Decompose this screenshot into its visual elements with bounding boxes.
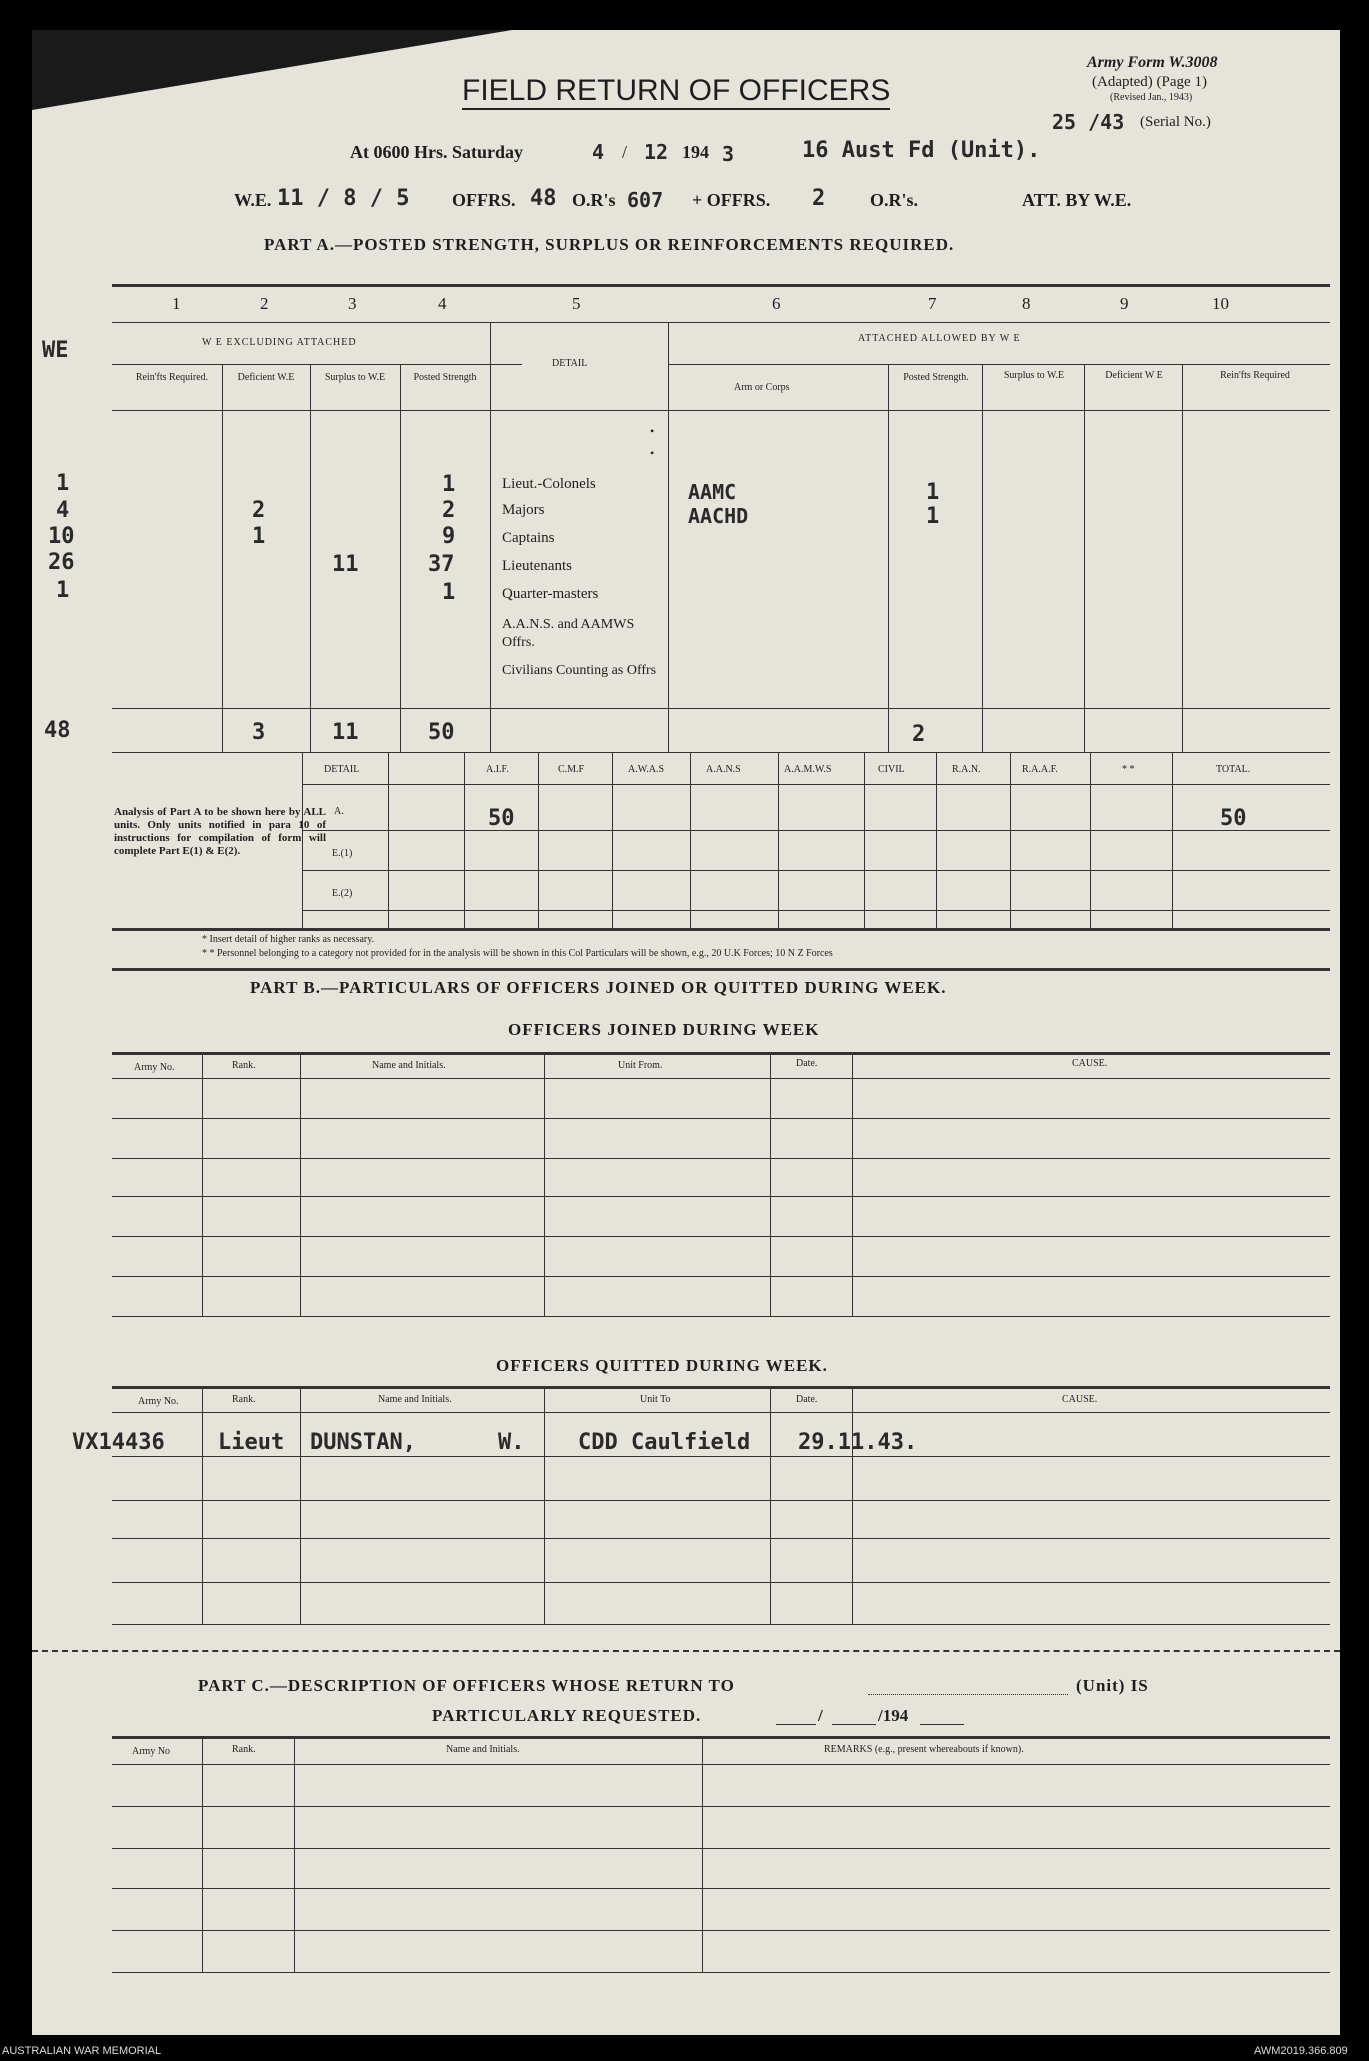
quitted-title: OFFICERS QUITTED DURING WEEK. (496, 1356, 828, 1375)
unit-name: 16 Aust Fd (Unit). (802, 138, 1041, 163)
we-label: W.E. (234, 190, 272, 210)
margin-value-5: 1 (56, 578, 70, 603)
margin-we: WE (42, 338, 69, 363)
form-adapted: (Adapted) (Page 1) (1092, 74, 1207, 90)
we-excl-header: W E EXCLUDING ATTACHED (202, 337, 357, 348)
quitted-army-no: VX14436 (72, 1430, 165, 1455)
margin-value-4: 26 (48, 550, 75, 575)
rank-lieutenants: Lieutenants (502, 558, 572, 574)
form-sheet: Army Form W.3008 (Adapted) (Page 1) (Revised Jan., 1943) 25 /43 (Serial No.) FIELD RETURN OF OFFICERS At 0600 Hrs. Saturday 4 / 12 194 3 16 Aust Fd (Unit). W.E. 11 / 8 / 5 OFFRS. 48 O.R's 607 + OFFRS. 2 O.R's. ATT. BY W.E. PART A.—POSTED STRENGTH, SURPLUS OR REINFORCEMENTS REQUIRED. 1 2 3 4 5 6 7 8 9 10 W E EXCLUDING ATTACHED ATTACHED ALLOWED BY W E Rein'fts Required. Deficient W.E Surplus to W.E Posted Strength DETAIL Arm or Corps Posted Strength. Surplus to W.E Deficient W E Rein'fts Required WE 1 4 10 26 1 48 • • Lieut.-Colonels Majors Captains Lieutenants Quarter-masters A.A.N.S. and AAMWS Offrs. Civilians Counting as Offrs 2 1 11 1 2 9 37 1 AAMC AACHD 1 1 3 11 50 2 Analysis of Part A to be shown here by ALL units. Only units notified in para 10 of instructions for compilation of form will complete Part E(1) & E(2). DETAIL A.I.F. C.M.F A.W.A.S A.A.N.S A.A.M.W.S CIVIL R.A.N. R.A.A.F. * * TOTAL. A. E.(1) E.(2) 50 50 * Insert detail of higher ranks as necessary. * * Personnel belonging to a category not provided for in the analysis will be shown in this Col Particulars will be shown, e.g., 20 U.K Forces; 10 N Z Forces PART B.—PARTICULARS OF OFFICERS JOINED OR QUITTED DURING WEEK. OFFICERS JOINED DURING WEEK Army No. Rank. Name and Initials. Unit From. Date. CAUSE. OFFICERS QUITTED DURING WEEK. Army No. Rank. Name and Initials. Unit To Date. CAUSE. VX14436 Lieut DUNSTAN, W. CDD Caulfield 29.11.43. PART C.—DESCRIPTION OF OFFICERS WHOSE RETURN TO (Unit) IS PARTICULARLY REQUESTED. / /194 Army No Rank. Name and Initials. REMARKS (e.g., present whereabouts if known). (32, 30, 1340, 2035)
quitted-col-unit-to: Unit To (640, 1394, 671, 1405)
analysis-col-raaf: R.A.A.F. (1022, 764, 1058, 775)
deficient-captains: 1 (252, 524, 266, 549)
margin-total: 48 (44, 718, 71, 743)
col-num-6: 6 (772, 294, 781, 313)
col-num-5: 5 (572, 294, 581, 313)
ors-label-2: O.R's. (870, 190, 919, 210)
rank-civilians: Civilians Counting as Offrs (502, 663, 657, 678)
part-b-title: PART B.—PARTICULARS OF OFFICERS JOINED OR QUITTED DURING WEEK. (250, 978, 947, 997)
sub-header-att-deficient: Deficient W E (1105, 370, 1163, 381)
quitted-col-name: Name and Initials. (378, 1394, 452, 1405)
analysis-note: Analysis of Part A to be shown here by ALL units. Only units notified in para 10 of instructions for compilation of form will complete Part E(1) & E(2). (114, 806, 326, 857)
posted-lieutenants: 37 (428, 552, 455, 577)
sub-header-reinfts: Rein'fts Required. (135, 372, 209, 383)
header-month: 12 (644, 140, 669, 164)
serial-value: 25 /43 (1052, 110, 1125, 134)
footnote-1: * Insert detail of higher ranks as necessary. (202, 934, 375, 945)
part-c-col-rank: Rank. (232, 1744, 256, 1755)
part-c-col-name: Name and Initials. (446, 1744, 520, 1755)
joined-col-date: Date. (796, 1058, 818, 1069)
quitted-col-army-no: Army No. (138, 1396, 179, 1407)
analysis-col-civil: CIVIL (878, 764, 905, 775)
sub-header-att-surplus: Surplus to W.E (1003, 370, 1065, 381)
surplus-lieutenants: 11 (332, 552, 359, 577)
quitted-col-cause: CAUSE. (1062, 1394, 1098, 1405)
rank-majors: Majors (502, 502, 545, 518)
col-num-8: 8 (1022, 294, 1031, 313)
col-num-7: 7 (928, 294, 937, 313)
analysis-row-e1: E.(1) (332, 848, 353, 859)
posted-quarter-masters: 1 (442, 580, 456, 605)
form-revised: (Revised Jan., 1943) (1110, 92, 1193, 103)
sub-header-arm-corps: Arm or Corps (734, 382, 790, 393)
at-label: At 0600 Hrs. Saturday (350, 142, 524, 162)
joined-col-unit-from: Unit From. (618, 1060, 663, 1071)
total-posted: 50 (428, 720, 455, 745)
header-day: 4 (592, 140, 605, 164)
analysis-col-ran: R.A.N. (952, 764, 981, 775)
posted-captains: 9 (442, 524, 456, 549)
analysis-col-cmf: C.M.F (558, 764, 585, 775)
total-surplus: 11 (332, 720, 359, 745)
corps-2: AACHD (688, 504, 749, 528)
plus-offrs-label: + OFFRS. (692, 190, 771, 210)
part-c-title-c: PARTICULARLY REQUESTED. (432, 1706, 702, 1725)
quitted-rank: Lieut (218, 1430, 285, 1455)
sub-header-deficient: Deficient W.E (237, 372, 295, 383)
part-c-col-remarks: REMARKS (e.g., present whereabouts if known). (824, 1744, 1024, 1755)
quitted-date: 29.11.43. (798, 1430, 918, 1455)
part-a-title: PART A.—POSTED STRENGTH, SURPLUS OR REINFORCEMENTS REQUIRED. (264, 235, 955, 254)
footnote-2: * * Personnel belonging to a category not provided for in the analysis will be shown in this Col Particulars will be shown, e.g., 20 U.K Forces; 10 N Z Forces (202, 948, 833, 959)
quitted-initials: W. (498, 1430, 525, 1455)
serial-label: (Serial No.) (1140, 114, 1211, 130)
part-c-col-army-no: Army No (132, 1746, 171, 1757)
offrs-value: 48 (530, 186, 557, 211)
att-posted-1: 1 (926, 480, 940, 505)
col-num-10: 10 (1212, 294, 1229, 313)
analysis-col-awas: A.W.A.S (628, 764, 665, 775)
analysis-col-aif: A.I.F. (486, 764, 509, 775)
margin-value-2: 4 (56, 498, 70, 523)
torn-corner (32, 30, 512, 110)
we-values: 11 / 8 / 5 (277, 186, 410, 211)
year-prefix: 194 (682, 142, 709, 162)
rank-quarter-masters: Quarter-masters (502, 586, 599, 602)
analysis-row-a: A. (334, 806, 344, 817)
joined-col-army-no: Army No. (134, 1062, 175, 1073)
deficient-majors: 2 (252, 498, 266, 523)
att-posted-2: 1 (926, 504, 940, 529)
col-num-3: 3 (348, 294, 357, 313)
col-num-2: 2 (260, 294, 269, 313)
offrs-label: OFFRS. (452, 190, 516, 210)
analysis-col-detail: DETAIL (324, 764, 360, 775)
joined-title: OFFICERS JOINED DURING WEEK (508, 1020, 820, 1039)
joined-col-cause: CAUSE. (1072, 1058, 1108, 1069)
header-year: 3 (722, 142, 735, 166)
part-c-title-b: (Unit) IS (1076, 1676, 1149, 1695)
col-num-9: 9 (1120, 294, 1129, 313)
analysis-col-aamws: A.A.M.W.S (784, 764, 832, 775)
margin-value-3: 10 (48, 524, 75, 549)
margin-value-1: 1 (56, 471, 70, 496)
part-c-title-a: PART C.—DESCRIPTION OF OFFICERS WHOSE RETURN TO (198, 1676, 735, 1695)
att-offrs-value: 2 (812, 186, 826, 211)
total-att-posted: 2 (912, 722, 926, 747)
analysis-total-value: 50 (1220, 806, 1247, 831)
att-by-we: ATT. BY W.E. (1022, 190, 1132, 210)
corps-1: AAMC (688, 480, 737, 504)
total-deficient: 3 (252, 720, 266, 745)
sub-header-att-posted: Posted Strength. (903, 372, 969, 383)
col-num-1: 1 (172, 294, 181, 313)
joined-col-name: Name and Initials. (372, 1060, 446, 1071)
quitted-unit: CDD Caulfield (578, 1430, 751, 1455)
analysis-row-e2: E.(2) (332, 888, 353, 899)
ors-label: O.R's (572, 190, 616, 210)
army-form-number: Army Form W.3008 (1087, 54, 1218, 71)
col-num-4: 4 (438, 294, 447, 313)
quitted-col-rank: Rank. (232, 1394, 256, 1405)
att-allowed-header: ATTACHED ALLOWED BY W E (858, 333, 1021, 344)
quitted-name: DUNSTAN, (310, 1430, 416, 1455)
posted-majors: 2 (442, 498, 456, 523)
rank-aans: A.A.N.S. and AAMWS Offrs. (502, 617, 635, 650)
sub-header-posted: Posted Strength (413, 372, 477, 383)
joined-col-rank: Rank. (232, 1060, 256, 1071)
footer-accession: AWM2019.366.809 (1254, 2045, 1348, 2057)
footer-archive: AUSTRALIAN WAR MEMORIAL (2, 2045, 162, 2057)
analysis-col-total: TOTAL. (1216, 764, 1251, 775)
analysis-aif-value: 50 (488, 806, 515, 831)
form-title: FIELD RETURN OF OFFICERS (462, 74, 890, 110)
posted-lieut-colonels: 1 (442, 472, 456, 497)
ors-value: 607 (627, 188, 664, 212)
sub-header-detail: DETAIL (552, 358, 588, 369)
rank-lieut-colonels: Lieut.-Colonels (502, 476, 596, 492)
rank-captains: Captains (502, 530, 555, 546)
sub-header-att-reinfts: Rein'fts Required (1220, 370, 1290, 381)
part-c-date-year: /194 (878, 1706, 909, 1725)
analysis-col-other: * * (1122, 764, 1135, 775)
quitted-col-date: Date. (796, 1394, 818, 1405)
sub-header-surplus: Surplus to W.E (324, 372, 386, 383)
analysis-col-aans: A.A.N.S (706, 764, 741, 775)
